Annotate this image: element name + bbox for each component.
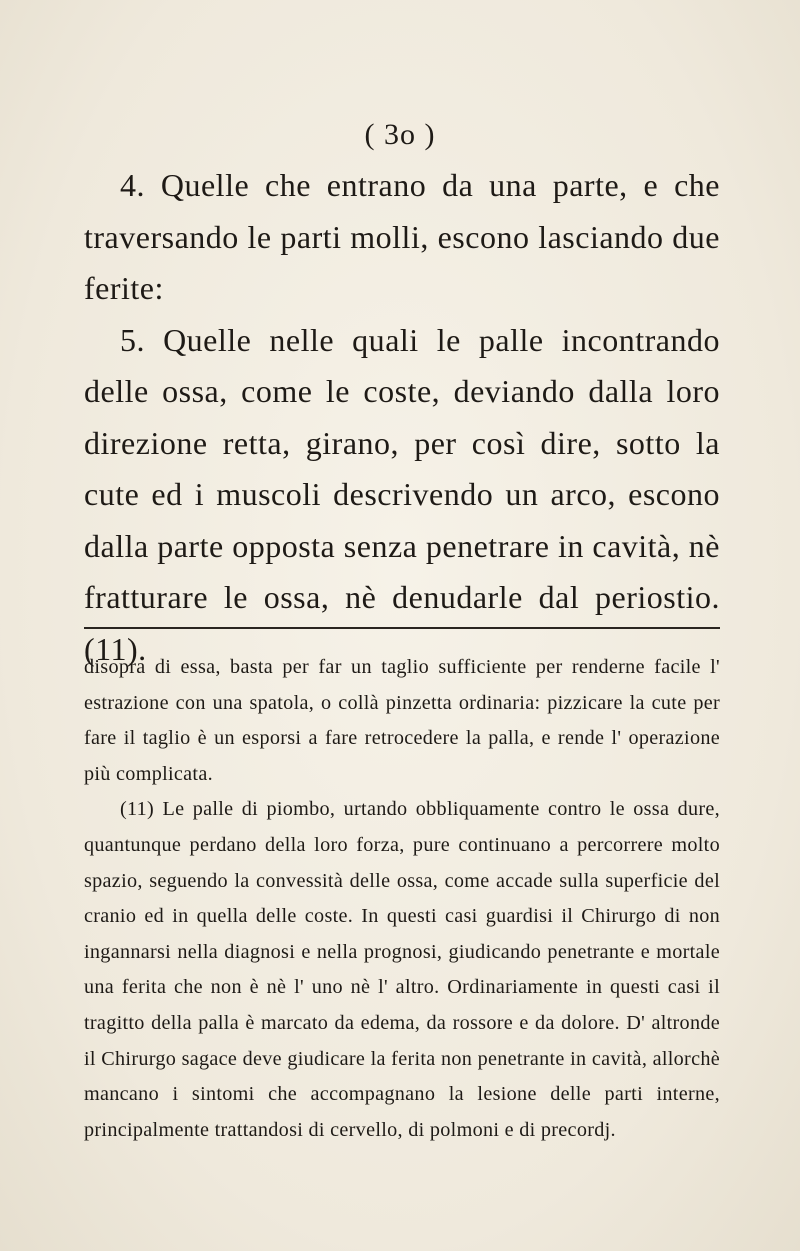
main-text [84, 160, 720, 675]
paragraph-5: 5. Quelle nelle quali le palle incontrando delle ossa, come le coste, deviando dalla loro direzione retta, girano, per così dire, sotto la cute ed i muscoli descrivendo un arco, escono dalla parte opposta senza penetrare in cavità, nè fratturare le ossa, nè denudarle dal periostio. (11). [84, 321, 720, 667]
footnote-continued: disopra di essa, basta per far un taglio sufficiente per renderne facile l' estrazione con una spatola, o collà pinzetta ordinaria: pizzicare la cute per fare il taglio è un esporsi a fare retrocedere la palla, e rende l' operazione più complicata. [84, 656, 720, 785]
footnote-separator-rule [84, 627, 720, 629]
footnote-11: (11) Le palle di piombo, urtando obbliquamente contro le ossa dure, quantunque perdano della loro forza, pure continuano a percorrere molto spazio, seguendo la convessità delle ossa, come accade sulla superficie del cranio ed in quella delle coste. In questi casi guardisi il Chirurgo di non ingannarsi nella diagnosi e nella prognosi, giudicando penetrante e mortale una ferita che non è nè l' uno nè l' altro. Ordinariamente in questi casi il tragitto della palla è marcato da edema, da rossore e da dolore. D' altronde il Chirurgo sagace deve giudicare la ferita non penetrante in cavità, allorchè mancano i sintomi che accompagnano la lesione delle parti interne, principalmente trattandosi di cervello, di polmoni e di precordj. [84, 798, 720, 1141]
paragraph-4: 4. Quelle che entrano da una parte, e che traversando le parti molli, escono lasciando due ferite: [84, 167, 720, 306]
page-number: ( 3o ) [364, 118, 436, 151]
footnotes [84, 650, 720, 1148]
